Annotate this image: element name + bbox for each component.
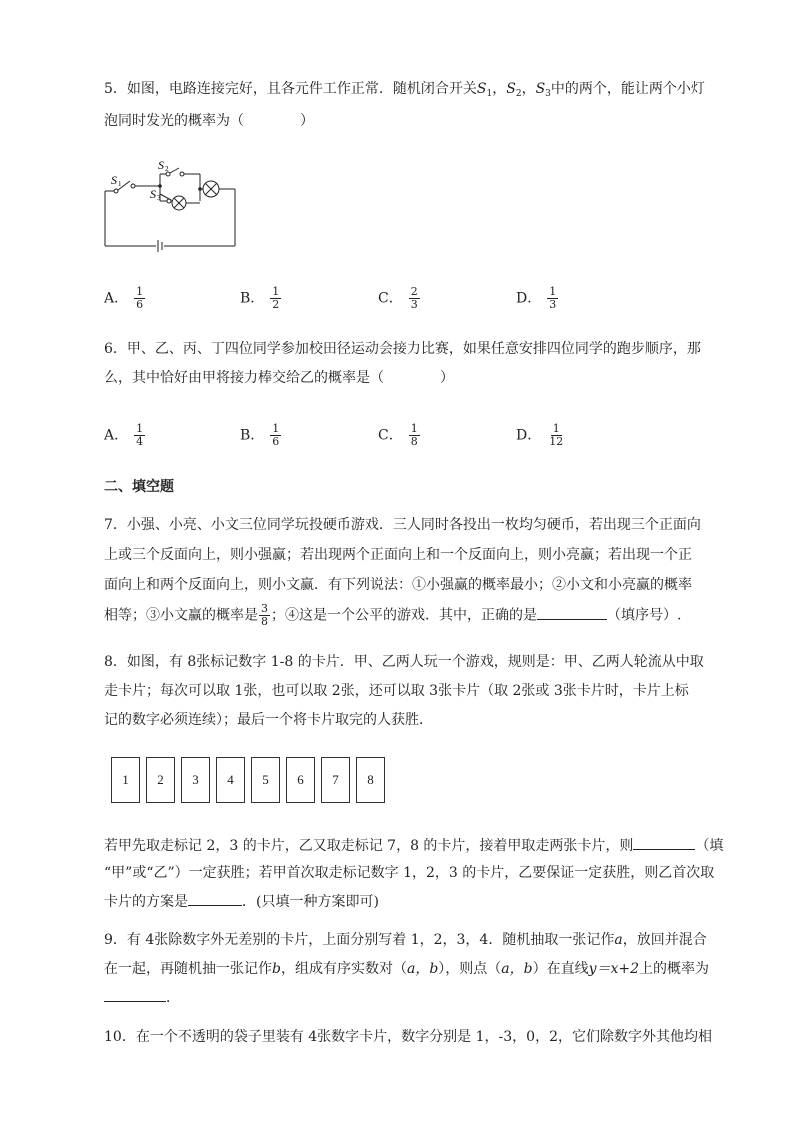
circuit-label-s1-sub: 1 <box>118 180 122 188</box>
q5-option-b[interactable]: B． $\frac{1}{2}$ <box>240 285 280 311</box>
q5-option-a[interactable]: A． $\frac{1}{6}$ <box>104 285 144 311</box>
q5-line2: 泡同时发光的概率为（ ） <box>104 113 314 129</box>
card: 2 <box>146 757 175 803</box>
q7-line2: 上或三个反面向上，则小强赢；若出现两个正面向上和一个反面向上，则小亮赢；若出现一个正 <box>104 547 692 563</box>
circuit-diagram <box>100 156 240 252</box>
q5-option-d[interactable]: D． $\frac{1}{3}$ <box>516 285 557 311</box>
section-heading: 二、填空题 <box>104 479 174 495</box>
answer-blank[interactable] <box>104 987 166 1002</box>
q7-line4: 相等；③小文赢的概率是 $\frac{3}{8}$ ；④这是一个公平的游戏．其中，正确的是 （填序号）. <box>104 602 682 628</box>
answer-blank[interactable] <box>633 835 695 850</box>
circuit-label-s3-sub: 3 <box>157 194 161 202</box>
circuit-label-s3: S <box>150 187 156 201</box>
card: 7 <box>321 757 350 803</box>
answer-blank[interactable] <box>188 891 242 906</box>
q5-option-c[interactable]: C． $\frac{2}{3}$ <box>378 285 418 311</box>
q8-line6: 卡片的方案是 ．(只填一种方案即可) <box>104 891 379 912</box>
q6-option-b[interactable]: B． $\frac{1}{6}$ <box>240 422 280 448</box>
q8-line1: 8．如图，有 8张标记数字 1-8 的卡片．甲、乙两人玩一个游戏，规则是：甲、乙两人轮流从中取 <box>104 654 704 670</box>
fraction: $\frac{1}{6}$ <box>272 422 280 448</box>
circuit-label-s2: S <box>158 158 164 172</box>
fraction: $\frac{2}{3}$ <box>410 285 418 311</box>
fraction: $\frac{1}{6}$ <box>136 285 144 311</box>
fraction: $\frac{1}{4}$ <box>136 422 144 448</box>
q8-line5: “甲”或“乙”）一定获胜；若甲首次取走标记数字 1，2，3 的卡片，乙要保证一定获胜，则乙首次取 <box>104 865 715 881</box>
card-row <box>111 757 385 803</box>
card: 3 <box>181 757 210 803</box>
q9-line2: 在一起，再随机抽一张记作b，组成有序实数对（a，b），则点（a，b）在直线y＝x+2上的概率为 <box>104 961 710 977</box>
q8-line3: 记的数字必须连续）；最后一个将卡片取完的人获胜． <box>104 712 433 728</box>
answer-blank[interactable] <box>537 605 607 620</box>
q7-line3: 面向上和两个反面向上，则小文赢．有下列说法：①小强赢的概率最小；②小文和小亮赢的概率 <box>104 577 692 593</box>
circuit-label-s1: S <box>111 173 117 187</box>
q5-line1: 5．如图，电路连接完好，且各元件工作正常．随机闭合开关$S_1$，$S_2$，$S_3$中的两个，能让两个小灯 <box>104 81 705 99</box>
fraction: $\frac{1}{3}$ <box>549 285 557 311</box>
q9-line3: ． <box>104 987 180 1008</box>
fraction: $\frac{1}{8}$ <box>410 422 418 448</box>
card: 8 <box>356 757 385 803</box>
q8-line4: 若甲先取走标记 2，3 的卡片，乙又取走标记 7，8 的卡片，接着甲取走两张卡片，则 （填 <box>104 835 723 856</box>
circuit-label-s2-sub: 2 <box>165 165 169 173</box>
card: 4 <box>216 757 245 803</box>
card: 5 <box>251 757 280 803</box>
q10-line1: 10．在一个不透明的袋子里装有 4张数字卡片，数字分别是 1，-3，0，2，它们除数字外其他均相 <box>104 1029 712 1045</box>
fraction: $\frac{3}{8}$ <box>261 602 268 628</box>
q6-line2: 么，其中恰好由甲将接力棒交给乙的概率是（ ） <box>104 370 454 386</box>
q6-option-c[interactable]: C． $\frac{1}{8}$ <box>378 422 418 448</box>
q6-option-d[interactable]: D． $\frac{1}{12}$ <box>516 422 564 448</box>
fraction: $\frac{1}{12}$ <box>549 422 564 448</box>
q6-option-a[interactable]: A． $\frac{1}{4}$ <box>104 422 144 448</box>
fraction: $\frac{1}{2}$ <box>272 285 280 311</box>
q6-line1: 6．甲、乙、丙、丁四位同学参加校田径运动会接力比赛，如果任意安排四位同学的跑步顺序，那 <box>104 341 701 357</box>
q8-line2: 走卡片；每次可以取 1张，也可以取 2张，还可以取 3张卡片（取 2张或 3张卡片时，卡片上标 <box>104 683 689 699</box>
q7-line1: 7．小强、小亮、小文三位同学玩投硬币游戏．三人同时各投出一枚均匀硬币，若出现三个正面向 <box>104 517 701 533</box>
card: 1 <box>111 757 140 803</box>
card: 6 <box>286 757 315 803</box>
q9-line1: 9．有 4张除数字外无差别的卡片，上面分别写着 1，2，3，4．随机抽取一张记作a，放回并混合 <box>104 932 707 948</box>
